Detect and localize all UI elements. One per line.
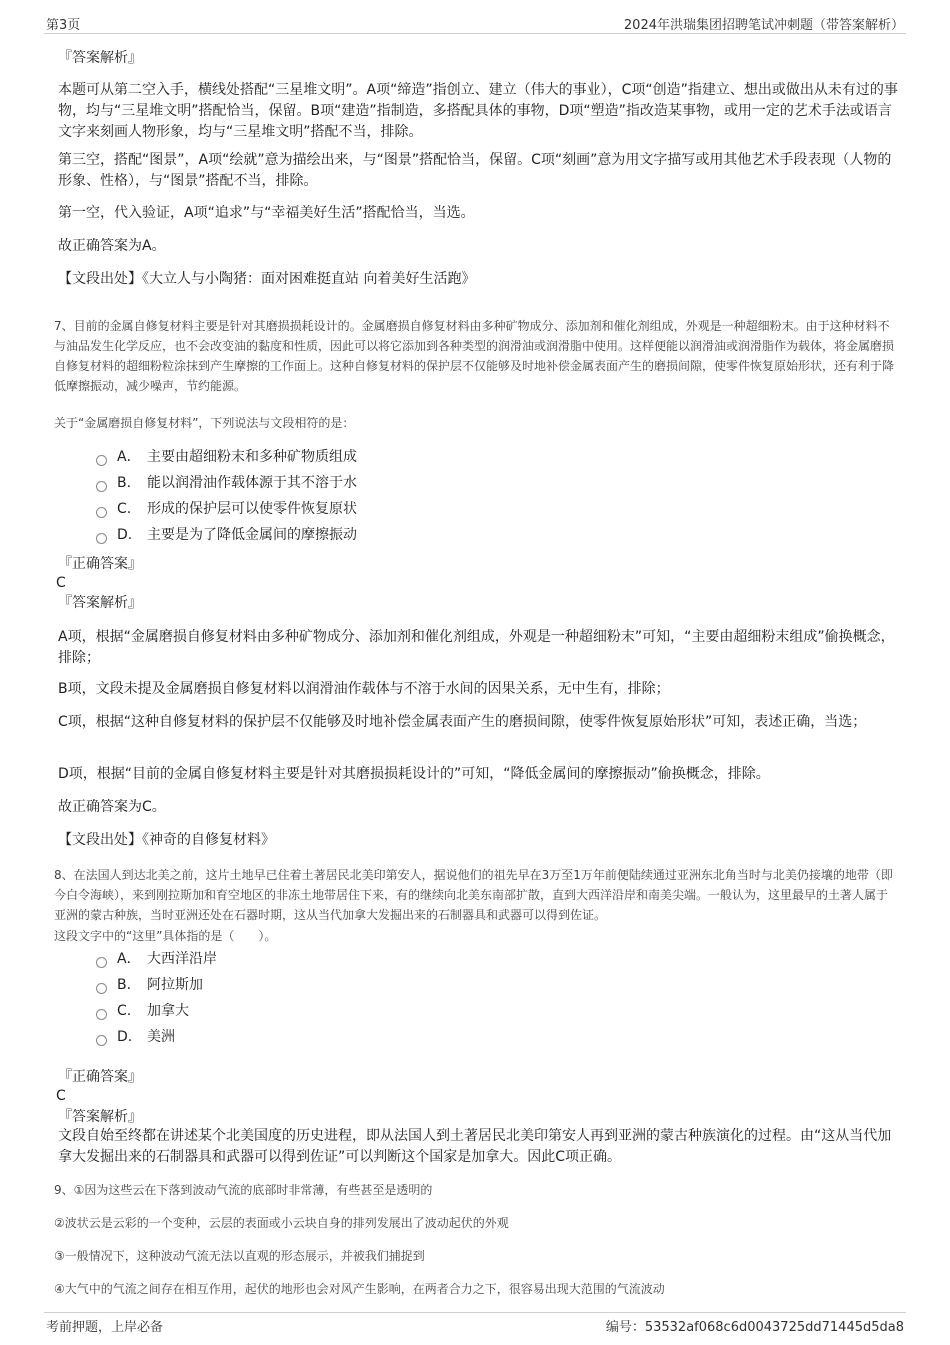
option-text: 阿拉斯加 xyxy=(147,977,203,993)
radio-button[interactable] xyxy=(96,957,107,968)
radio-button[interactable] xyxy=(96,481,107,492)
option-a[interactable] xyxy=(96,949,217,969)
analysis-option-d: D项，根据“目前的金属自修复材料主要是针对其磨损损耗设计的”可知，“降低金属间的摩擦振动”偷换概念，排除。 xyxy=(58,766,770,782)
analysis-option-a: A项，根据“金属磨损自修复材料由多种矿物成分、添加剂和催化剂组成，外观是一种超细粉末”可知，“主要由超细粉末组成”偷换概念，排除； xyxy=(58,629,895,666)
page-number: 第3页 xyxy=(46,18,81,33)
analysis-label: 『答案解析』 xyxy=(58,50,142,66)
radio-button[interactable] xyxy=(96,983,107,994)
header-divider xyxy=(44,33,906,34)
correct-answer-label: 『正确答案』 xyxy=(58,556,142,572)
option-a[interactable] xyxy=(96,447,357,467)
analysis-option-b: B项，文段未提及金属磨损自修复材料以润滑油作载体与不溶于水间的因果关系，无中生有，排除； xyxy=(58,681,670,697)
option-b[interactable] xyxy=(96,473,357,493)
option-text: 能以润滑油作载体源于其不溶于水 xyxy=(147,475,357,491)
analysis-paragraph: 第三空，搭配“图景”，A项“绘就”意为描绘出来，与“图景”搭配恰当，保留。C项“刻画”意为用文字描写或用其他艺术手段表现（人物的形象、性格），与“图景”搭配不当，排除。 xyxy=(58,152,892,189)
radio-button[interactable] xyxy=(96,533,107,544)
radio-button[interactable] xyxy=(96,455,107,466)
option-b[interactable] xyxy=(96,975,203,995)
conclusion: 故正确答案为A。 xyxy=(58,238,166,254)
correct-answer: C xyxy=(56,575,66,591)
question-7-passage: 7、目前的金属自修复材料主要是针对其磨损损耗设计的。金属磨损自修复材料由多种矿物成分、添加剂和催化剂组成，外观是一种超细粉末。由于这种材料不与油品发生化学反应，也不会改变油的黏度和性质，因此可以将它添加到各种类型的润滑油或润滑脂中使用。这样便能以润滑油或润滑脂作为载体，将金属磨损自修复材料的超细粉粒涂抹到产生摩擦的工作面上。这种自修复材料的保护层不仅能够及时地补偿金属表面产生的磨损间隙，使零件恢复原始形状，还有利于降低摩擦振动，减少噪声，节约能源。 xyxy=(54,319,895,393)
analysis-label: 『答案解析』 xyxy=(58,1109,142,1125)
analysis-paragraph: 本题可从第二空入手，横线处搭配“三星堆文明”。A项“缔造”指创立、建立（伟大的事业），C项“创造”指建立、想出或做出从未有过的事物，均与“三星堆文明”搭配恰当，保留。B项“建造”指制造，多搭配具体的事物，D项“塑造”指改造某事物，或用一定的艺术手法或语言文字来刻画人物形象，均与“三星堆文明”搭配不当，排除。 xyxy=(58,82,898,140)
analysis-paragraph: 第一空，代入验证，A项“追求”与“幸福美好生活”搭配恰当，当选。 xyxy=(58,205,475,221)
question-9-sentence: ③一般情况下，这种波动气流无法以直观的形态展示，并被我们捕捉到 xyxy=(54,1249,425,1263)
conclusion: 故正确答案为C。 xyxy=(58,799,166,815)
correct-answer: C xyxy=(56,1088,66,1104)
option-letter: D. xyxy=(117,527,133,543)
option-letter: B. xyxy=(117,977,132,993)
option-letter: B. xyxy=(117,475,132,491)
footer-slogan: 考前押题，上岸必备 xyxy=(46,1320,164,1335)
question-9-sentence: ④大气中的气流之间存在相互作用，起伏的地形也会对风产生影响，在两者合力之下，很容易出现大范围的气流波动 xyxy=(54,1282,665,1296)
radio-button[interactable] xyxy=(96,507,107,518)
question-7-prompt: 关于“金属磨损自修复材料”，下列说法与文段相符的是： xyxy=(54,416,355,430)
option-letter: A． xyxy=(117,449,141,465)
option-c[interactable] xyxy=(96,1001,189,1021)
option-text: 形成的保护层可以使零件恢复原状 xyxy=(147,501,357,517)
footer-divider xyxy=(44,1312,906,1313)
question-9-sentence: ②波状云是云彩的一个变种，云层的表面或小云块自身的排列发展出了波动起伏的外观 xyxy=(54,1216,509,1230)
question-8-passage: 8、在法国人到达北美之前，这片土地早已住着土著居民北美印第安人，据说他们的祖先早在3万至1万年前便陆续通过亚洲东北角当时与北美仍接壤的地带（即今白令海峡），来到刚拉斯加和育空地区的非冻土地带居住下来，有的继续向北美东南部扩散，直到大西洋沿岸和南美尖端。一般认为，这里最早的土著人属于亚洲的蒙古种族，当时亚洲还处在石器时期，这从当代加拿大发掘出来的石制器具和武器可以得到佐证。 xyxy=(54,868,893,922)
option-text: 加拿大 xyxy=(147,1003,189,1019)
document-id: 编号：53532af068c6d0043725dd71445d5da8 xyxy=(605,1320,904,1335)
option-text: 主要是为了降低金属间的摩擦振动 xyxy=(147,527,357,543)
option-letter: C. xyxy=(117,1003,132,1019)
source-citation: 【文段出处】《神奇的自修复材料》 xyxy=(58,832,275,848)
analysis-option-c: C项，根据“这种自修复材料的保护层不仅能够及时地补偿金属表面产生的磨损间隙，使零件恢复原始形状”可知，表述正确，当选； xyxy=(58,714,867,730)
document-title: 2024年洪瑞集团招聘笔试冲刺题（带答案解析） xyxy=(623,18,904,33)
option-letter: D. xyxy=(117,1029,133,1045)
option-d[interactable] xyxy=(96,1027,175,1047)
option-text: 主要由超细粉末和多种矿物质组成 xyxy=(147,449,357,465)
option-letter: A． xyxy=(117,951,141,967)
analysis-label: 『答案解析』 xyxy=(58,595,142,611)
radio-button[interactable] xyxy=(96,1009,107,1020)
radio-button[interactable] xyxy=(96,1035,107,1046)
source-citation: 【文段出处】《大立人与小陶猪：面对困难挺直站 向着美好生活跑》 xyxy=(58,271,476,287)
option-c[interactable] xyxy=(96,499,357,519)
option-letter: C. xyxy=(117,501,132,517)
option-text: 大西洋沿岸 xyxy=(147,951,217,967)
analysis-paragraph: 文段自始至终都在讲述某个北美国度的历史进程，即从法国人到土著居民北美印第安人再到亚洲的蒙古种族演化的过程。由“这从当代加拿大发掘出来的石制器具和武器可以得到佐证”可以判断这个国家是加拿大。因此C项正确。 xyxy=(58,1128,892,1165)
correct-answer-label: 『正确答案』 xyxy=(58,1069,142,1085)
option-text: 美洲 xyxy=(147,1029,175,1045)
option-d[interactable] xyxy=(96,525,357,545)
question-8-prompt: 这段文字中的“这里”具体指的是（ ）。 xyxy=(54,929,277,943)
question-9-sentence: 9、①因为这些云在下落到波动气流的底部时非常薄，有些甚至是透明的 xyxy=(54,1183,433,1197)
